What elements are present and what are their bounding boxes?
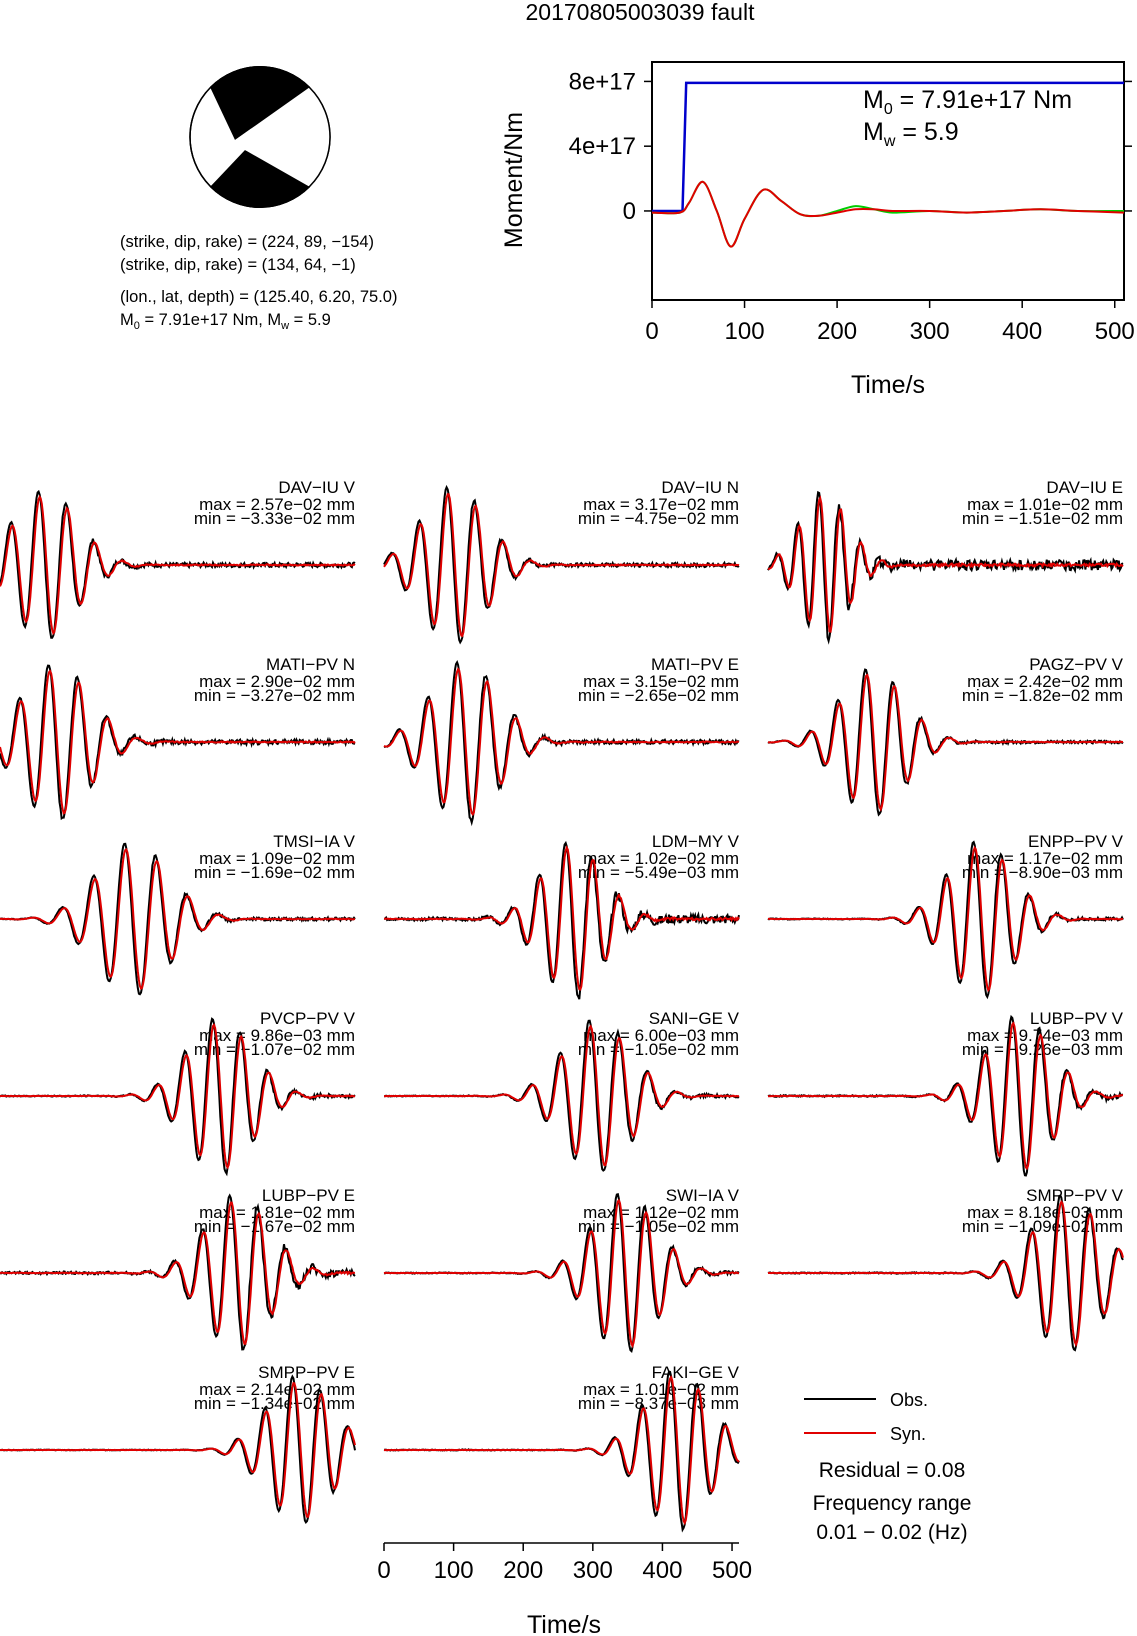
station-name: SMPP−PV E (258, 1363, 355, 1382)
beachball (190, 66, 330, 208)
legend-freq-title: Frequency range (812, 1492, 972, 1515)
waveform-panel (384, 655, 739, 822)
nodal-plane-2: (strike, dip, rake) = (134, 64, −1) (120, 256, 356, 274)
station-max: max = 1.17e−02 mm (967, 849, 1123, 868)
waveform-panel (0, 655, 355, 818)
stf-red-curve (652, 182, 1124, 247)
station-max: max = 2.57e−02 mm (199, 495, 355, 514)
station-name: TMSI−IA V (273, 832, 355, 851)
stf-xtick-label: 500 (1094, 318, 1135, 345)
stf-ytick-label: 4e+17 (568, 133, 636, 161)
waveform-panel (768, 832, 1124, 997)
station-name: SANI−GE V (648, 1009, 739, 1028)
time-axis-tick-label: 200 (503, 1557, 544, 1584)
fit-legend (804, 1390, 971, 1544)
time-axis-tick-label: 300 (572, 1557, 613, 1584)
station-max: max = 1.12e−02 mm (583, 1203, 739, 1222)
station-max: max = 1.09e−02 mm (199, 849, 355, 868)
figure-title: 20170805003039 fault (525, 0, 755, 25)
legend-syn-label: Syn. (890, 1424, 927, 1444)
stf-xtick-label: 100 (724, 318, 765, 345)
moment-info (120, 311, 331, 332)
stf-green-curve (652, 182, 1124, 247)
station-min: min = −1.69e−02 mm (193, 863, 355, 882)
waveform-panel (768, 478, 1123, 641)
station-max: max = 1.02e−02 mm (583, 849, 739, 868)
station-min: min = −3.27e−02 mm (193, 686, 355, 705)
waveform-panel (384, 478, 739, 642)
stf-legend-m0-prefix: M (863, 86, 884, 114)
station-name: LUBP−PV E (261, 1186, 355, 1205)
station-min: min = −3.33e−02 mm (193, 509, 355, 528)
station-name: SMPP−PV V (1026, 1186, 1123, 1205)
waveform-xlabel: Time/s (526, 1611, 602, 1636)
waveform-panel (384, 1186, 740, 1351)
station-max: max = 1.01e−02 mm (967, 495, 1123, 514)
stf-ylabel: Moment/Nm (500, 111, 528, 249)
station-name: DAV−IU N (661, 478, 739, 497)
legend-residual: Residual = 0.08 (818, 1459, 966, 1482)
stf-xtick-label: 300 (909, 318, 950, 345)
station-max: max = 9.86e−03 mm (199, 1026, 355, 1045)
station-max: max = 1.81e−02 mm (199, 1203, 355, 1222)
waveform-grid (0, 478, 1124, 1530)
time-axis-tick-label: 400 (642, 1557, 683, 1584)
station-min: min = −9.26e−03 mm (961, 1040, 1123, 1059)
station-name: LUBP−PV V (1029, 1009, 1123, 1028)
waveform-panel (0, 478, 356, 638)
station-min: min = −1.05e−02 mm (577, 1040, 739, 1059)
station-max: max = 2.14e−02 mm (199, 1380, 355, 1399)
mw-value: = 5.9 (289, 311, 331, 329)
station-name: PAGZ−PV V (1029, 655, 1123, 674)
waveform-time-axis (377, 1543, 752, 1584)
station-name: SWI−IA V (665, 1186, 739, 1205)
station-min: min = −8.90e−03 mm (961, 863, 1123, 882)
station-max: max = 1.01e−02 mm (583, 1380, 739, 1399)
m0-prefix: M (120, 311, 134, 329)
station-name: PVCP−PV V (260, 1009, 355, 1028)
stf-panel (500, 62, 1135, 399)
station-min: min = −1.34e−02 mm (193, 1394, 355, 1413)
stf-xtick-label: 200 (817, 318, 858, 345)
station-min: min = −4.75e−02 mm (577, 509, 739, 528)
stf-xlabel: Time/s (850, 371, 926, 399)
station-min: min = −1.67e−02 mm (193, 1217, 355, 1236)
mechanism-info (120, 233, 397, 332)
station-max: max = 3.17e−02 mm (583, 495, 739, 514)
station-name: MATI−PV E (650, 655, 739, 674)
station-min: min = −8.37e−03 mm (577, 1394, 739, 1413)
waveform-panel (768, 1186, 1124, 1350)
station-max: max = 8.18e−03 mm (967, 1203, 1123, 1222)
time-axis-tick-label: 100 (433, 1557, 474, 1584)
waveform-panel (0, 1186, 355, 1349)
stf-legend-mw-value: = 5.9 (895, 118, 959, 146)
station-max: max = 6.00e−03 mm (583, 1026, 739, 1045)
station-name: MATI−PV N (266, 655, 355, 674)
waveform-panel (0, 1009, 356, 1174)
station-name: DAV−IU V (278, 478, 355, 497)
station-min: min = −5.49e−03 mm (577, 863, 739, 882)
waveform-panel (0, 832, 356, 994)
station-min: min = −1.07e−02 mm (193, 1040, 355, 1059)
station-min: min = −1.09e−02 mm (961, 1217, 1123, 1236)
station-max: max = 3.15e−02 mm (583, 672, 739, 691)
legend-obs-label: Obs. (890, 1390, 929, 1410)
waveform-panel (768, 1009, 1124, 1176)
mw-sub: w (281, 320, 290, 332)
station-name: DAV−IU E (1046, 478, 1123, 497)
waveform-panel (384, 1363, 740, 1530)
stf-ytick-label: 0 (622, 197, 636, 225)
waveform-panel (384, 1009, 740, 1171)
station-max: max = 9.74e−03 mm (967, 1026, 1123, 1045)
station-min: min = −1.05e−02 mm (577, 1217, 739, 1236)
station-name: LDM−MY V (651, 832, 739, 851)
waveform-panel (384, 832, 740, 999)
time-axis-tick-label: 0 (377, 1557, 391, 1584)
m0-sub: 0 (133, 320, 140, 332)
legend-freq-value: 0.01 − 0.02 (Hz) (816, 1521, 968, 1544)
time-axis-tick-label: 500 (712, 1557, 753, 1584)
stf-ytick-label: 8e+17 (568, 68, 636, 96)
station-max: max = 2.90e−02 mm (199, 672, 355, 691)
stf-legend-mw-sub: w (883, 133, 896, 150)
station-name: FAKI−GE V (651, 1363, 739, 1382)
location-info: (lon., lat, depth) = (125.40, 6.20, 75.0) (120, 288, 398, 306)
station-name: ENPP−PV V (1028, 832, 1123, 851)
station-min: min = −1.51e−02 mm (961, 509, 1123, 528)
station-min: min = −1.82e−02 mm (961, 686, 1123, 705)
station-min: min = −2.65e−02 mm (577, 686, 739, 705)
stf-xtick-label: 400 (1002, 318, 1043, 345)
stf-xtick-label: 0 (645, 318, 659, 345)
station-max: max = 2.42e−02 mm (967, 672, 1123, 691)
stf-legend-m0-value: = 7.91e+17 Nm (892, 86, 1073, 114)
waveform-panel (0, 1363, 355, 1522)
nodal-plane-1: (strike, dip, rake) = (224, 89, −154) (120, 233, 375, 251)
stf-legend-mw-prefix: M (863, 118, 884, 146)
stf-legend-mw (863, 118, 959, 150)
m0-value: = 7.91e+17 Nm, M (139, 311, 282, 329)
waveform-panel (768, 655, 1124, 815)
stf-legend-m0 (863, 86, 1072, 118)
stf-legend-m0-sub: 0 (883, 101, 893, 118)
